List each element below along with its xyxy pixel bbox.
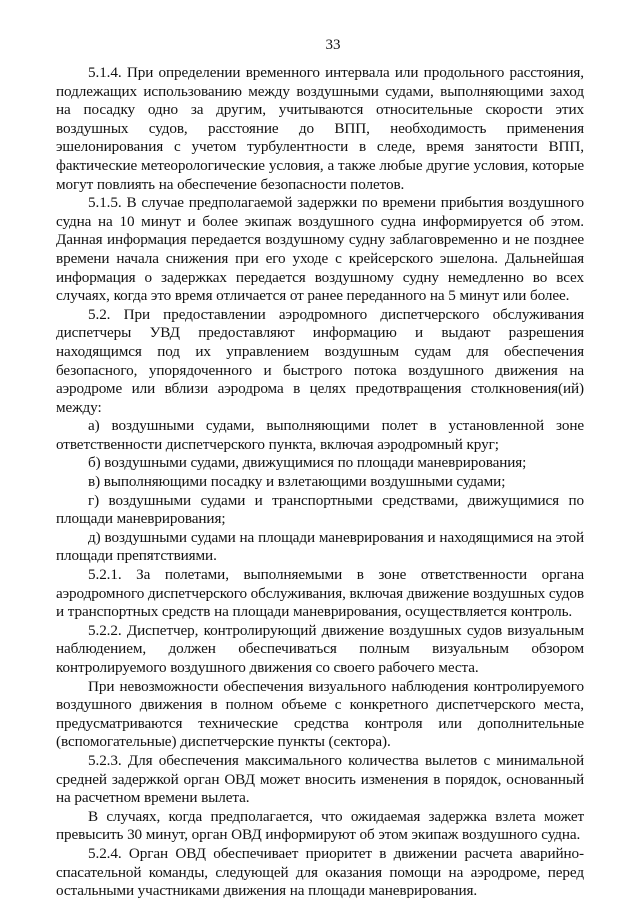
list-item-d: д) воздушными судами на площади маневрирования и находящимися на этой площади препятствиями. <box>56 528 584 565</box>
paragraph-5-2-3: 5.2.3. Для обеспечения максимального количества вылетов с минимальной средней задержкой орган ОВД может вносить изменения в порядок, основанный на расчетном времени вылета. <box>56 751 584 807</box>
paragraph-5-2-4: 5.2.4. Орган ОВД обеспечивает приоритет в движении расчета аварийно-спасательной команды, следующей для оказания помощи на аэродроме, перед остальными участниками движения на площади маневрирования. <box>56 844 584 900</box>
list-item-g: г) воздушными судами и транспортными средствами, движущимися по площади маневрирования; <box>56 491 584 528</box>
paragraph-5-2-1: 5.2.1. За полетами, выполняемыми в зоне ответственности органа аэродромного диспетчерского обслуживания, включая движение воздушных судов и транспортных средств на площади маневрирования, осуществляется контроль. <box>56 566 584 621</box>
page-number: 33 <box>325 37 341 53</box>
paragraph-5-2-2: 5.2.2. Диспетчер, контролирующий движение воздушных судов визуальным наблюдением, должен обеспечиваться полным визуальным обзором контролируемого воздушного движения со своего рабочего места. <box>56 621 584 676</box>
paragraph-visual-observation: При невозможности обеспечения визуального наблюдения контролируемого воздушного движения в полном объеме с конкретного диспетчерского места, предусматриваются технические средства контроля или дополнительные (вспомогательные) диспетчерские пункты (сектора). <box>56 677 584 751</box>
paragraph-5-1-4: 5.1.4. При определении временного интервала или продольного расстояния, подлежащих использованию между воздушными судами, выполняющими заход на посадку одно за другим, учитываются относительные скорости этих воздушных судов, расстояние до ВПП, необходимость применения эшелонирования с учетом турбулентности в следе, время занятости ВПП, фактические метеорологические условия, а также любые другие условия, которые могут повлиять на обеспечение безопасности полетов. <box>56 64 584 193</box>
paragraph-5-1-5: 5.1.5. В случае предполагаемой задержки по времени прибытия воздушного судна на 10 минут и более экипаж воздушного судна информируется об этом. Данная информация передается воздушному судну заблаговременно и не позднее времени начала снижения при его уходе с крейсерского эшелона. Дальнейшая информация о задержках передается воздушному судну немедленно во всех случаях, когда это время отличается от ранее переданного на 5 минут или более. <box>56 194 584 305</box>
list-item-v: в) выполняющими посадку и взлетающими воздушными судами; <box>88 473 506 491</box>
paragraph-5-2: 5.2. При предоставлении аэродромного диспетчерского обслуживания диспетчеры УВД предоставляют информацию и выдают разрешения находящимся под их управлением воздушным судам для обеспечения безопасного, упорядоченного и быстрого потока воздушного движения на аэродроме или вблизи аэродрома в целях предотвращения столкновения(ий) между: <box>56 305 584 416</box>
list-item-a: а) воздушными судами, выполняющими полет в установленной зоне ответственности диспетчерского пункта, включая аэродромный круг; <box>56 417 584 453</box>
paragraph-takeoff-delay: В случаях, когда предполагается, что ожидаемая задержка взлета может превысить 30 минут, орган ОВД информируют об этом экипаж воздушного судна. <box>56 807 584 844</box>
list-item-b: б) воздушными судами, движущимися по площади маневрирования; <box>88 454 527 472</box>
